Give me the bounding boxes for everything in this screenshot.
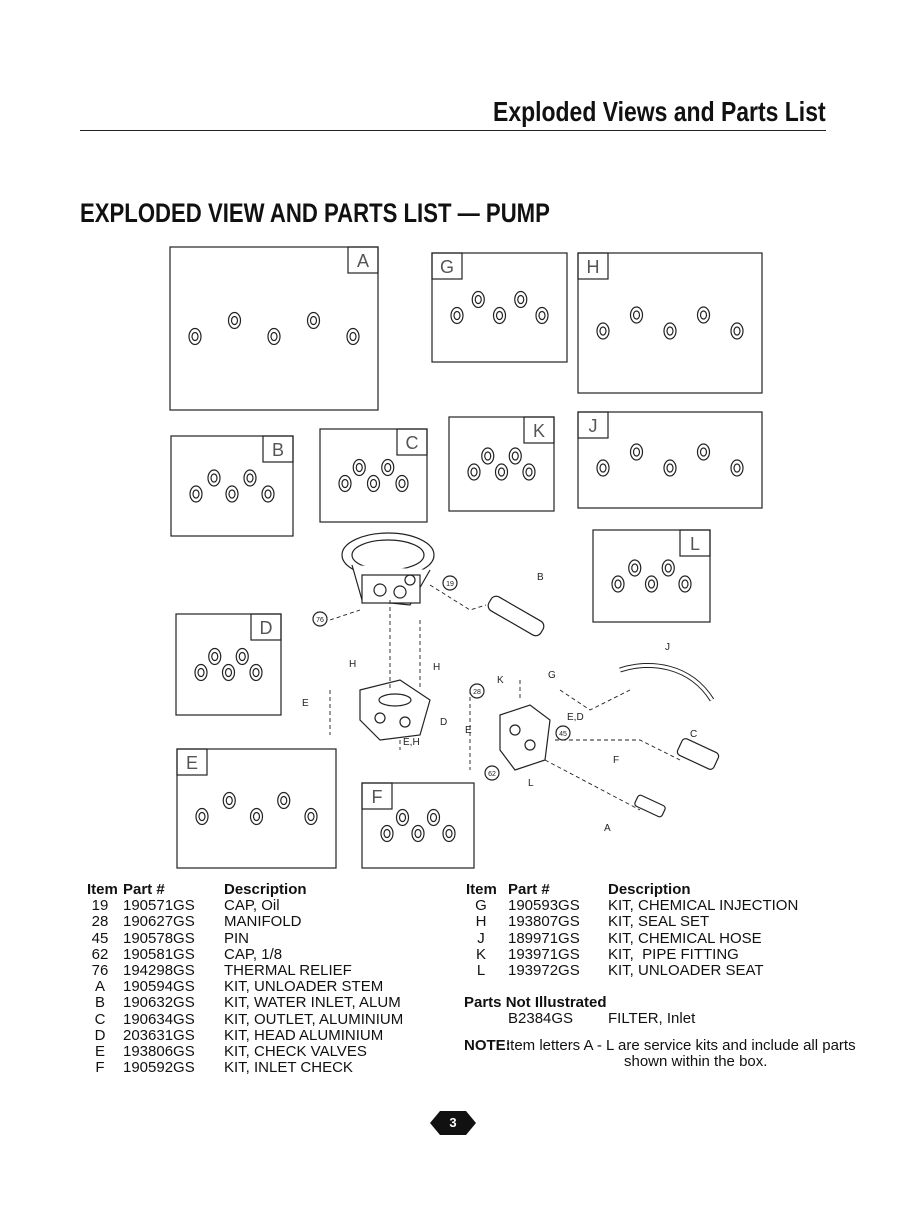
description: KIT, UNLOADER STEM xyxy=(224,978,384,996)
kit-box-e xyxy=(177,749,336,868)
part-number: 194298GS xyxy=(123,961,195,979)
description: KIT, PIPE FITTING xyxy=(608,945,739,963)
leader-label: E,D xyxy=(567,712,584,723)
part-number: 190581GS xyxy=(123,945,195,963)
leader-label: C xyxy=(690,729,698,740)
part-number: 190593GS xyxy=(508,897,580,915)
kit-box-d xyxy=(176,614,281,715)
header-item: Item xyxy=(87,881,118,898)
description: KIT, HEAD ALUMINIUM xyxy=(224,1026,384,1044)
part-number: 190632GS xyxy=(123,994,195,1012)
item: H xyxy=(475,913,487,931)
table-row xyxy=(87,947,447,963)
callout-text: 76 xyxy=(316,617,324,624)
part-number: 190634GS xyxy=(123,1010,195,1028)
note-label: NOTE: xyxy=(464,1036,511,1054)
kit-box-label: H xyxy=(586,257,600,277)
item: K xyxy=(475,945,486,963)
leader-label: J xyxy=(665,642,670,653)
item: E xyxy=(94,1042,105,1060)
table-row xyxy=(466,914,846,930)
page-title-text: EXPLODED VIEW AND PARTS LIST — PUMP xyxy=(80,198,550,228)
kit-box-a xyxy=(170,247,378,410)
part-number: 190592GS xyxy=(123,1059,195,1077)
item: G xyxy=(475,897,487,915)
kit-box-label: A xyxy=(356,251,370,271)
table-row xyxy=(87,979,447,995)
item: 45 xyxy=(91,929,109,947)
part-number: 193972GS xyxy=(508,961,580,979)
leader-label: F xyxy=(613,755,620,766)
item: 62 xyxy=(91,945,109,963)
table-row xyxy=(87,914,447,930)
kit-box-l xyxy=(593,530,710,622)
leader-label: E,H xyxy=(403,737,420,748)
item: D xyxy=(94,1026,106,1044)
leader-label: B xyxy=(537,572,544,583)
description: CAP, Oil xyxy=(224,897,280,915)
leader-label: H xyxy=(349,659,357,670)
item: B xyxy=(94,994,105,1012)
kit-box-label: E xyxy=(185,753,199,773)
description: CAP, 1/8 xyxy=(224,945,283,963)
header-item: Item xyxy=(466,881,497,898)
description: KIT, WATER INLET, ALUM xyxy=(224,994,401,1012)
part-number: 193806GS xyxy=(123,1042,195,1060)
table-row xyxy=(87,1060,447,1076)
item: C xyxy=(94,1010,106,1028)
table-header xyxy=(87,882,447,898)
part-number: 203631GS xyxy=(123,1026,195,1044)
section-header-text: Exploded Views and Parts List xyxy=(493,96,826,127)
callout-76 xyxy=(313,612,327,626)
table-row xyxy=(466,947,846,963)
description: KIT, INLET CHECK xyxy=(224,1059,353,1077)
kit-box-g xyxy=(432,253,567,362)
part-number: 193971GS xyxy=(508,945,580,963)
description: THERMAL RELIEF xyxy=(224,961,352,979)
header-description: Description xyxy=(224,881,307,898)
description: PIN xyxy=(224,929,250,947)
header-part: Part # xyxy=(508,881,550,898)
part-number: 190571GS xyxy=(123,897,195,915)
kit-box-b xyxy=(171,436,293,536)
table-row xyxy=(466,898,846,914)
note-continued xyxy=(466,1054,846,1070)
kit-box-label: J xyxy=(588,416,598,436)
leader-label: K xyxy=(497,675,504,686)
table-row xyxy=(87,963,447,979)
kit-box-h xyxy=(578,253,762,393)
description: KIT, CHEMICAL INJECTION xyxy=(608,897,799,915)
description: KIT, UNLOADER SEAT xyxy=(608,961,764,979)
callout-text: 19 xyxy=(446,581,454,588)
part-number: 189971GS xyxy=(508,929,580,947)
kit-box-label: L xyxy=(689,534,701,554)
kit-box-k xyxy=(449,417,554,511)
item: L xyxy=(476,961,486,979)
table-row xyxy=(87,898,447,914)
callout-text: 28 xyxy=(473,689,481,696)
page-number-text: 3 xyxy=(449,1115,457,1130)
leader-label: A xyxy=(604,823,611,834)
kit-box-label: K xyxy=(532,421,546,441)
leader-label: G xyxy=(548,670,556,681)
header-part: Part # xyxy=(123,881,165,898)
description: KIT, SEAL SET xyxy=(608,913,710,931)
part-number: 193807GS xyxy=(508,913,580,931)
parts-table-left xyxy=(87,882,447,1076)
item: F xyxy=(95,1059,105,1077)
leader-label: E xyxy=(465,725,472,736)
note-line2: shown within the box. xyxy=(624,1052,768,1070)
description: KIT, OUTLET, ALUMINIUM xyxy=(224,1010,404,1028)
part-number: B2384GS xyxy=(508,1010,574,1028)
kit-box-label: B xyxy=(271,440,285,460)
page-number xyxy=(430,1111,476,1135)
description: KIT, CHEMICAL HOSE xyxy=(608,929,762,947)
kit-box-label: G xyxy=(439,257,455,277)
description: KIT, CHECK VALVES xyxy=(224,1042,367,1060)
table-row xyxy=(87,1028,447,1044)
callout-text: 62 xyxy=(488,771,496,778)
note xyxy=(464,1036,856,1054)
kit-box-label: F xyxy=(371,787,383,807)
item: 28 xyxy=(91,913,109,931)
kit-box-f xyxy=(362,783,474,868)
callout-text: 45 xyxy=(559,731,567,738)
description: MANIFOLD xyxy=(224,913,302,931)
leader-label: E xyxy=(302,698,309,709)
kit-box-label: C xyxy=(405,433,419,453)
note-line1: Item letters A - L are service kits and include all parts xyxy=(506,1036,856,1054)
table-row xyxy=(466,931,846,947)
not-illustrated-heading xyxy=(466,995,846,1011)
part-number: 190578GS xyxy=(123,929,195,947)
callout-62 xyxy=(485,766,499,780)
table-row xyxy=(87,1044,447,1060)
parts-table-right xyxy=(464,881,856,1070)
item: A xyxy=(94,978,105,996)
callout-28 xyxy=(470,684,484,698)
item: J xyxy=(477,929,485,947)
callout-45 xyxy=(556,726,570,740)
part-number: 190594GS xyxy=(123,978,195,996)
item: 76 xyxy=(91,961,109,979)
table-row xyxy=(87,995,447,1011)
leader-label: D xyxy=(440,717,448,728)
leader-label: H xyxy=(433,662,441,673)
kit-box-j xyxy=(578,412,762,508)
kit-box-c xyxy=(320,429,427,522)
item: 19 xyxy=(91,897,109,915)
header-description: Description xyxy=(608,881,691,898)
table-row xyxy=(466,1011,846,1027)
table-header xyxy=(466,882,846,898)
not-illustrated-heading-text: Parts Not Illustrated xyxy=(464,994,607,1012)
part-number: 190627GS xyxy=(123,913,195,931)
callout-19 xyxy=(443,576,457,590)
description: FILTER, Inlet xyxy=(608,1010,696,1028)
kit-box-label: D xyxy=(259,618,273,638)
table-row xyxy=(466,963,846,979)
leader-label: L xyxy=(528,778,534,789)
table-row xyxy=(87,1012,447,1028)
table-row xyxy=(87,931,447,947)
